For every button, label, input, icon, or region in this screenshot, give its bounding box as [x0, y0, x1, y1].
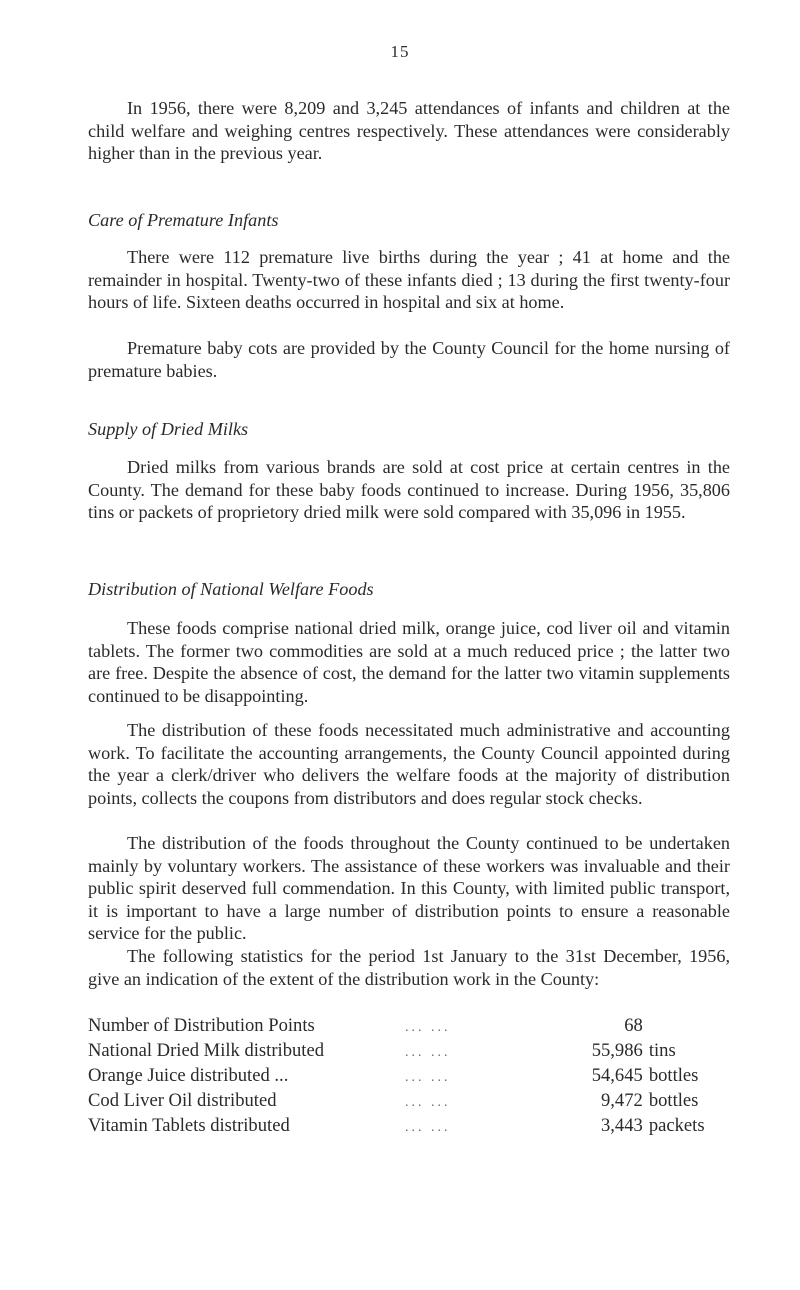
section-body	[88, 719, 730, 809]
paragraph: The following statistics for the period 1st January to the 31st December, 1956, give an indication of the extent of the distribution work in the County:	[88, 946, 730, 989]
stat-row	[88, 1013, 738, 1038]
dot-leader: ... ...	[405, 1045, 451, 1060]
paragraph: These foods comprise national dried milk, orange juice, cod liver oil and vitamin tablets. The former two commodities are sold at a much reduced price ; the latter two are free. Despite the absence of cost, the demand for the latter two vitamin supplements continued to be disappointing.	[88, 618, 730, 706]
stat-row	[88, 1113, 738, 1138]
stat-row	[88, 1038, 738, 1063]
stat-unit: bottles	[648, 1065, 699, 1086]
section-heading: Care of Premature Infants	[88, 210, 279, 230]
stat-label: Number of Distribution Points	[88, 1015, 315, 1036]
stat-unit: packets	[648, 1115, 705, 1136]
dot-leader: ... ...	[405, 1095, 451, 1110]
section-body	[88, 337, 730, 382]
stat-unit: bottles	[648, 1090, 699, 1111]
paragraph: There were 112 premature live births during the year ; 41 at home and the remainder in hospital. Twenty-two of these infants died ; 13 during the first twenty-four hours of life. Sixteen deaths occurred in hospital and six at home.	[88, 247, 730, 312]
dot-leader: ... ...	[405, 1070, 451, 1085]
section-body	[88, 945, 730, 990]
paragraph: Premature baby cots are provided by the County Council for the home nursing of premature babies.	[88, 338, 730, 381]
stat-row	[88, 1063, 738, 1088]
stat-value: 3,443	[600, 1115, 643, 1136]
section-body	[88, 832, 730, 945]
dot-leader: ... ...	[405, 1120, 451, 1135]
dot-leader: ... ...	[405, 1020, 451, 1035]
distribution-statistics-table	[88, 1013, 738, 1138]
paragraph: In 1956, there were 8,209 and 3,245 attendances of infants and children at the child welfare and weighing centres respectively. These attendances were considerably higher than in the previous year.	[88, 98, 730, 163]
section-heading: Distribution of National Welfare Foods	[88, 579, 374, 599]
intro-paragraph	[88, 97, 730, 165]
paragraph: Dried milks from various brands are sold at cost price at certain centres in the County. The demand for these baby foods continued to increase. During 1956, 35,806 tins or packets of proprietory dried milk were sold compared with 35,096 in 1955.	[88, 457, 730, 522]
stat-value: 9,472	[600, 1090, 643, 1111]
section-body	[88, 456, 730, 524]
stat-unit: tins	[648, 1040, 676, 1061]
section-premature-infants	[88, 209, 730, 232]
stat-row	[88, 1088, 738, 1113]
stat-label: Cod Liver Oil distributed	[88, 1090, 277, 1111]
section-body	[88, 246, 730, 314]
stat-value: 68	[624, 1015, 643, 1036]
page-number: 15	[390, 42, 410, 61]
section-dried-milks	[88, 418, 730, 441]
paragraph: The distribution of the foods throughout the County continued to be undertaken mainly by voluntary workers. The assistance of these workers was invaluable and their public spirit deserved full commendation. In this County, with limited public transport, it is important to have a large number of distribution points to ensure a reasonable service for the public.	[88, 833, 730, 943]
section-welfare-foods	[88, 578, 730, 601]
stat-label: Orange Juice distributed ...	[88, 1065, 289, 1086]
section-body	[88, 617, 730, 707]
stat-value: 55,986	[591, 1040, 643, 1061]
stat-label: National Dried Milk distributed	[88, 1040, 324, 1061]
paragraph: The distribution of these foods necessitated much administrative and accounting work. To facilitate the accounting arrangements, the County Council appointed during the year a clerk/driver who delivers the welfare foods at the majority of distribution points, collects the coupons from distributors and does regular stock checks.	[88, 720, 730, 808]
stat-label: Vitamin Tablets distributed	[88, 1115, 290, 1136]
stat-value: 54,645	[591, 1065, 643, 1086]
section-heading: Supply of Dried Milks	[88, 419, 249, 439]
